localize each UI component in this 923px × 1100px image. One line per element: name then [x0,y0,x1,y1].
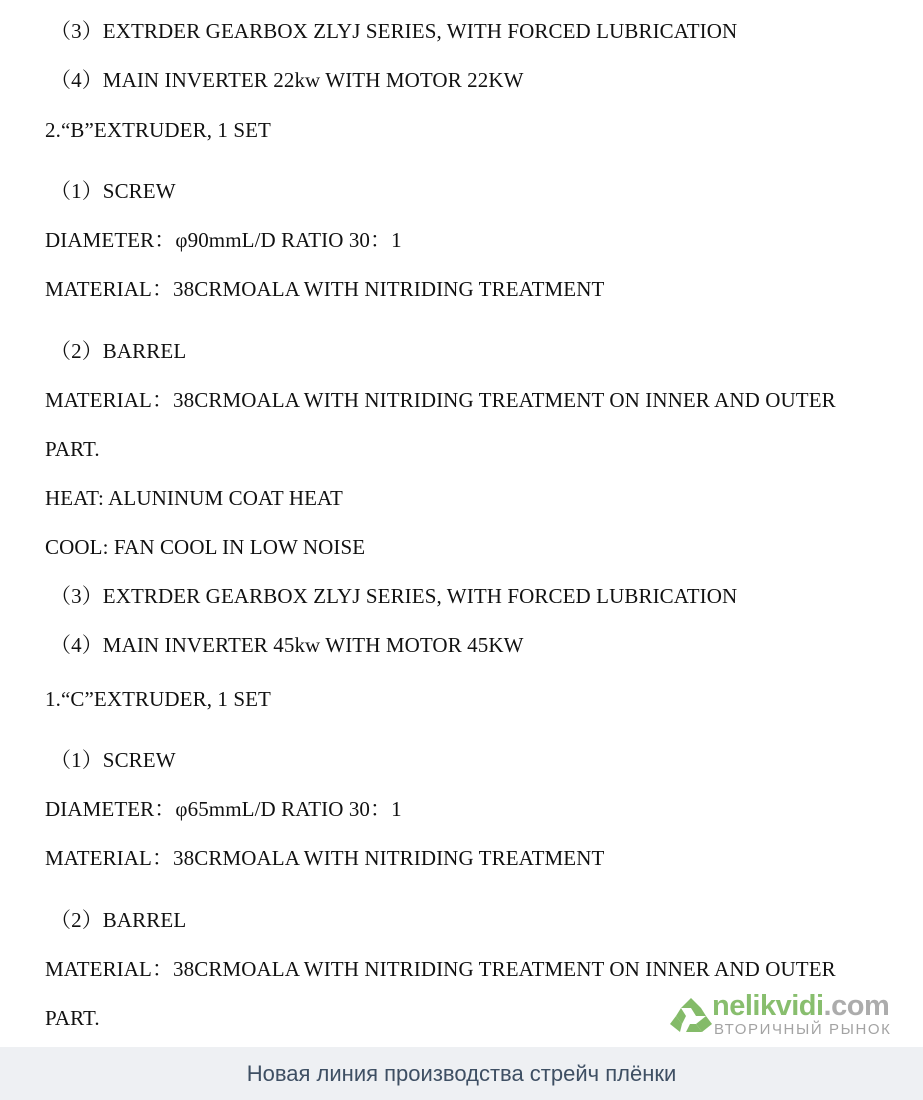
site-watermark [668,990,908,1040]
doc-line: （3）EXTRDER GEARBOX ZLYJ SERIES, WITH FORCED LUBRICATION [50,584,738,608]
doc-line: （1）SCREW [50,179,176,203]
recycle-logo-icon [668,996,714,1036]
doc-line: PART. [45,437,100,461]
doc-line: HEAT: ALUNINUM COAT HEAT [45,486,343,510]
doc-line: MATERIAL：38CRMOALA WITH NITRIDING TREATMENT [45,277,605,301]
doc-line: 2.“B”EXTRUDER, 1 SET [45,118,271,142]
doc-line: MATERIAL：38CRMOALA WITH NITRIDING TREATMENT ON INNER AND OUTER [45,957,836,981]
watermark-brand-domain: .com [823,990,890,1022]
doc-line: DIAMETER：φ65mmL/D RATIO 30：1 [45,797,402,821]
doc-line: COOL: FAN COOL IN LOW NOISE [45,535,366,559]
doc-line: （3）EXTRDER GEARBOX ZLYJ SERIES, WITH FORCED LUBRICATION [50,19,738,43]
doc-line: （4）MAIN INVERTER 45kw WITH MOTOR 45KW [50,633,524,657]
doc-line: PART. [45,1006,100,1030]
doc-line: （2）BARREL [50,339,187,363]
doc-line: （1）SCREW [50,748,176,772]
watermark-brand-main: nelikvidi [712,990,824,1022]
doc-line: 1.“C”EXTRUDER, 1 SET [45,687,271,711]
doc-line: DIAMETER：φ90mmL/D RATIO 30：1 [45,228,402,252]
image-caption: Новая линия производства стрейч плёнки [246,1061,677,1086]
doc-line: MATERIAL：38CRMOALA WITH NITRIDING TREATMENT [45,846,605,870]
doc-line: （2）BARREL [50,908,187,932]
watermark-subtitle: ВТОРИЧНЫЙ РЫНОК [714,1021,892,1038]
doc-line: MATERIAL：38CRMOALA WITH NITRIDING TREATMENT ON INNER AND OUTER [45,388,836,412]
doc-line: （4）MAIN INVERTER 22kw WITH MOTOR 22KW [50,68,524,92]
caption-bar [0,1047,923,1100]
watermark-brand [712,990,889,1023]
